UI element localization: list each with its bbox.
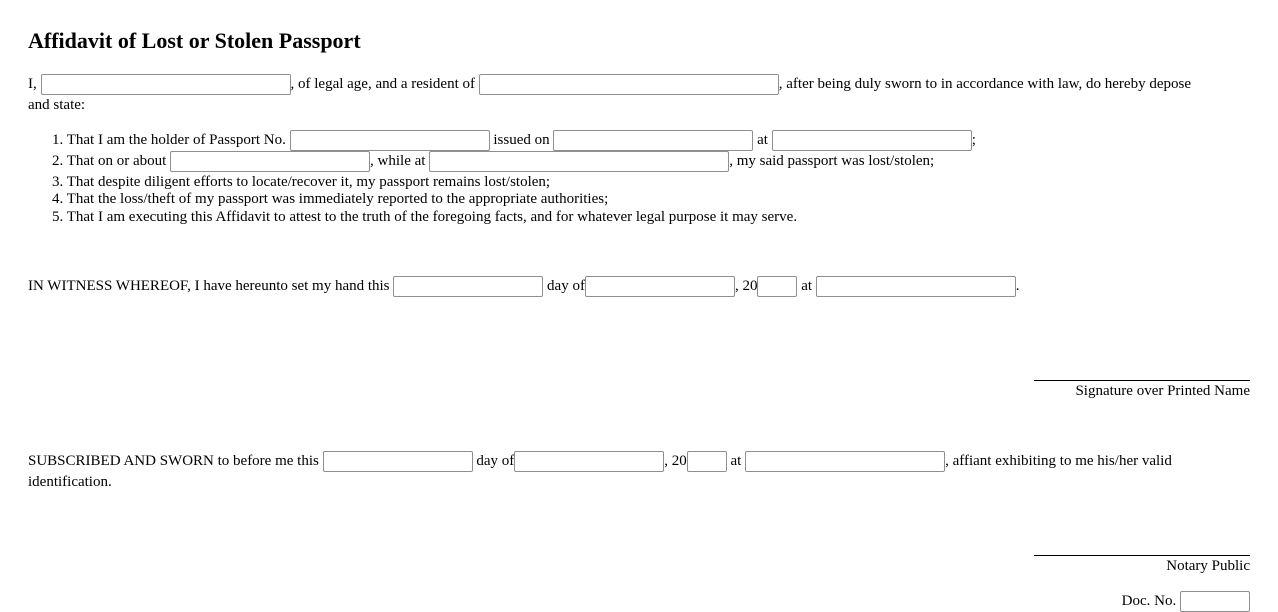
signature-label: Signature over Printed Name [1075,383,1250,399]
witness-text: at [801,278,813,294]
item-number: 3. [52,174,64,190]
residence-input[interactable] [479,74,779,95]
sworn-text: , affiant exhibiting to me his/her valid [945,453,1172,469]
item-text: That I am the holder of Passport No. [66,132,286,148]
intro-text-4: and state: [28,97,86,114]
notary-label: Notary Public [1166,558,1250,574]
witness-month-input[interactable] [585,276,735,297]
witness-place-input[interactable] [816,276,1016,297]
loss-date-input[interactable] [170,151,370,172]
witness-text: day of [547,278,585,294]
intro-text-1: I, [28,76,37,92]
witness-day-input[interactable] [393,276,543,297]
notary-signature-line [1034,555,1250,556]
list-item [52,130,976,151]
item-text: That despite diligent efforts to locate/recover it, my passport remains lost/stolen; [66,174,551,190]
sworn-place-input[interactable] [745,451,945,472]
sworn-text: SUBSCRIBED AND SWORN to before me this [28,453,319,469]
sworn-paragraph [28,451,1250,492]
loss-place-input[interactable] [429,151,729,172]
witness-text: . [1015,278,1020,294]
doc-number-label: Doc. No. [1121,592,1177,609]
sworn-text: , 20 [664,453,687,469]
witness-year-input[interactable] [757,276,797,297]
sworn-text: identification. [28,474,112,491]
intro-text-2: , of legal age, and a resident of [290,76,476,92]
doc-number-input[interactable] [1180,591,1250,612]
witness-text: IN WITNESS WHEREOF, I have hereunto set my hand this [28,278,390,294]
issued-at-input[interactable] [772,130,972,151]
intro-text-3: , after being duly sworn to in accordance with law, do hereby depose [778,76,1191,92]
sworn-text: day of [476,453,515,469]
item-text: , while at [370,153,426,169]
item-text: at [757,132,768,148]
item-number: 2. [52,153,64,169]
item-number: 5. [52,209,64,225]
item-text: ; [971,132,976,148]
signature-line [1034,380,1250,381]
witness-paragraph [28,276,1020,297]
item-text: That the loss/theft of my passport was immediately reported to the appropriate authorities; [66,191,609,207]
item-text: That on or about [66,153,167,169]
sworn-day-input[interactable] [323,451,473,472]
sworn-year-input[interactable] [687,451,727,472]
item-text: That I am executing this Affidavit to attest to the truth of the foregoing facts, and for whatever legal purpose it may serve. [66,209,798,225]
item-number: 1. [52,132,64,148]
list-item [52,151,934,172]
item-text: issued on [493,132,550,148]
intro-paragraph [28,74,1250,115]
issued-on-input[interactable] [553,130,753,151]
list-item [52,207,797,227]
item-number: 4. [52,191,64,207]
witness-text: , 20 [734,278,758,294]
list-item [52,189,608,209]
page-title: Affidavit of Lost or Stolen Passport [28,28,361,53]
passport-number-input[interactable] [290,130,490,151]
sworn-month-input[interactable] [514,451,664,472]
affiant-name-input[interactable] [41,74,291,95]
sworn-text: at [730,453,742,469]
item-text: , my said passport was lost/stolen; [729,153,935,169]
doc-number-row [1122,591,1250,612]
